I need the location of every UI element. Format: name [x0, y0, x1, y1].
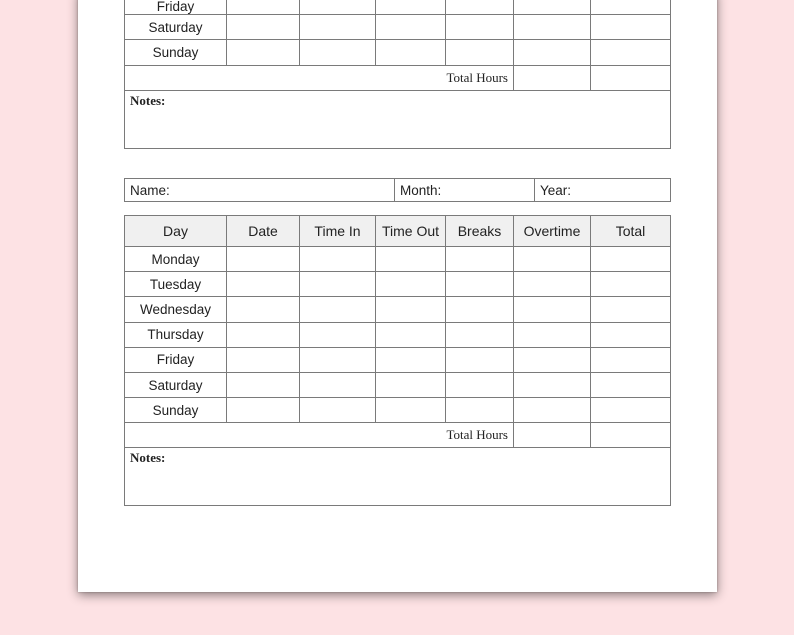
- notes-field[interactable]: [125, 448, 671, 506]
- breaks-cell[interactable]: [446, 0, 514, 15]
- name-month-year-bar: [124, 178, 671, 202]
- day-cell: Sunday: [125, 40, 227, 65]
- breaks-cell[interactable]: [446, 40, 514, 65]
- time-out-cell[interactable]: [376, 322, 446, 347]
- breaks-cell[interactable]: [446, 247, 514, 272]
- overtime-cell[interactable]: [514, 15, 591, 40]
- table-row: [125, 15, 671, 40]
- total-cell[interactable]: [591, 40, 671, 65]
- time-in-cell[interactable]: [300, 15, 376, 40]
- overtime-cell[interactable]: [514, 272, 591, 297]
- month-label: Month:: [400, 182, 442, 198]
- day-cell: Thursday: [125, 322, 227, 347]
- overtime-total-cell[interactable]: [514, 423, 591, 448]
- date-cell[interactable]: [227, 372, 300, 397]
- year-field[interactable]: [535, 179, 671, 202]
- time-in-cell[interactable]: [300, 297, 376, 322]
- total-cell[interactable]: [591, 0, 671, 15]
- date-cell[interactable]: [227, 15, 300, 40]
- total-hours-label: Total Hours: [125, 423, 514, 448]
- total-cell[interactable]: [591, 297, 671, 322]
- time-in-cell[interactable]: [300, 347, 376, 372]
- notes-label: Notes:: [130, 450, 166, 466]
- time-in-cell[interactable]: [300, 0, 376, 15]
- day-cell: Monday: [125, 247, 227, 272]
- total-cell[interactable]: [591, 372, 671, 397]
- notes-row: [125, 448, 671, 506]
- column-header-breaks: Breaks: [446, 216, 514, 247]
- table-row: [125, 247, 671, 272]
- header-row: [125, 216, 671, 247]
- total-cell[interactable]: [591, 272, 671, 297]
- breaks-cell[interactable]: [446, 272, 514, 297]
- year-label: Year:: [540, 182, 572, 198]
- date-cell[interactable]: [227, 398, 300, 423]
- table-row: [125, 398, 671, 423]
- overtime-cell[interactable]: [514, 297, 591, 322]
- column-header-total: Total: [591, 216, 671, 247]
- column-header-overtime: Overtime: [514, 216, 591, 247]
- day-cell: Saturday: [125, 15, 227, 40]
- overtime-cell[interactable]: [514, 0, 591, 15]
- time-in-cell[interactable]: [300, 272, 376, 297]
- column-header-day: Day: [125, 216, 227, 247]
- notes-row: [125, 90, 671, 148]
- date-cell[interactable]: [227, 272, 300, 297]
- name-label: Name:: [130, 182, 170, 198]
- time-in-cell[interactable]: [300, 398, 376, 423]
- total-cell[interactable]: [591, 398, 671, 423]
- total-hours-row: [125, 423, 671, 448]
- total-cell[interactable]: [591, 347, 671, 372]
- date-cell[interactable]: [227, 0, 300, 15]
- table-row: [125, 347, 671, 372]
- time-out-cell[interactable]: [376, 398, 446, 423]
- time-out-cell[interactable]: [376, 15, 446, 40]
- time-out-cell[interactable]: [376, 40, 446, 65]
- overtime-cell[interactable]: [514, 322, 591, 347]
- overtime-cell[interactable]: [514, 398, 591, 423]
- day-cell: Saturday: [125, 372, 227, 397]
- overtime-cell[interactable]: [514, 372, 591, 397]
- breaks-cell[interactable]: [446, 15, 514, 40]
- table-row: [125, 272, 671, 297]
- date-cell[interactable]: [227, 297, 300, 322]
- date-cell[interactable]: [227, 40, 300, 65]
- name-field[interactable]: [125, 179, 395, 202]
- time-out-cell[interactable]: [376, 247, 446, 272]
- breaks-cell[interactable]: [446, 398, 514, 423]
- table-row: [125, 297, 671, 322]
- notes-field[interactable]: [125, 90, 671, 148]
- time-out-cell[interactable]: [376, 0, 446, 15]
- overtime-cell[interactable]: [514, 40, 591, 65]
- date-cell[interactable]: [227, 347, 300, 372]
- breaks-cell[interactable]: [446, 347, 514, 372]
- column-header-date: Date: [227, 216, 300, 247]
- day-cell: Sunday: [125, 398, 227, 423]
- breaks-cell[interactable]: [446, 322, 514, 347]
- date-cell[interactable]: [227, 247, 300, 272]
- timesheet-page: [78, 0, 717, 592]
- timesheet-table: [124, 215, 671, 506]
- day-cell: Friday: [125, 0, 227, 15]
- total-cell[interactable]: [591, 15, 671, 40]
- total-hours-row: [125, 65, 671, 90]
- time-in-cell[interactable]: [300, 372, 376, 397]
- time-out-cell[interactable]: [376, 372, 446, 397]
- overtime-cell[interactable]: [514, 347, 591, 372]
- grand-total-cell[interactable]: [591, 65, 671, 90]
- time-in-cell[interactable]: [300, 247, 376, 272]
- time-in-cell[interactable]: [300, 322, 376, 347]
- overtime-total-cell[interactable]: [514, 65, 591, 90]
- breaks-cell[interactable]: [446, 372, 514, 397]
- table-row: [125, 372, 671, 397]
- column-header-time-out: Time Out: [376, 216, 446, 247]
- time-in-cell[interactable]: [300, 40, 376, 65]
- total-cell[interactable]: [591, 322, 671, 347]
- table-row: [125, 40, 671, 65]
- grand-total-cell[interactable]: [591, 423, 671, 448]
- total-cell[interactable]: [591, 247, 671, 272]
- breaks-cell[interactable]: [446, 297, 514, 322]
- table-row: [125, 322, 671, 347]
- column-header-time-in: Time In: [300, 216, 376, 247]
- day-cell: Wednesday: [125, 297, 227, 322]
- table-row: [125, 0, 671, 15]
- month-field[interactable]: [395, 179, 535, 202]
- timesheet-table-top: [124, 0, 671, 149]
- total-hours-label: Total Hours: [125, 65, 514, 90]
- day-cell: Friday: [125, 347, 227, 372]
- time-out-cell[interactable]: [376, 272, 446, 297]
- time-out-cell[interactable]: [376, 347, 446, 372]
- day-cell: Tuesday: [125, 272, 227, 297]
- notes-label: Notes:: [130, 92, 166, 108]
- time-out-cell[interactable]: [376, 297, 446, 322]
- date-cell[interactable]: [227, 322, 300, 347]
- overtime-cell[interactable]: [514, 247, 591, 272]
